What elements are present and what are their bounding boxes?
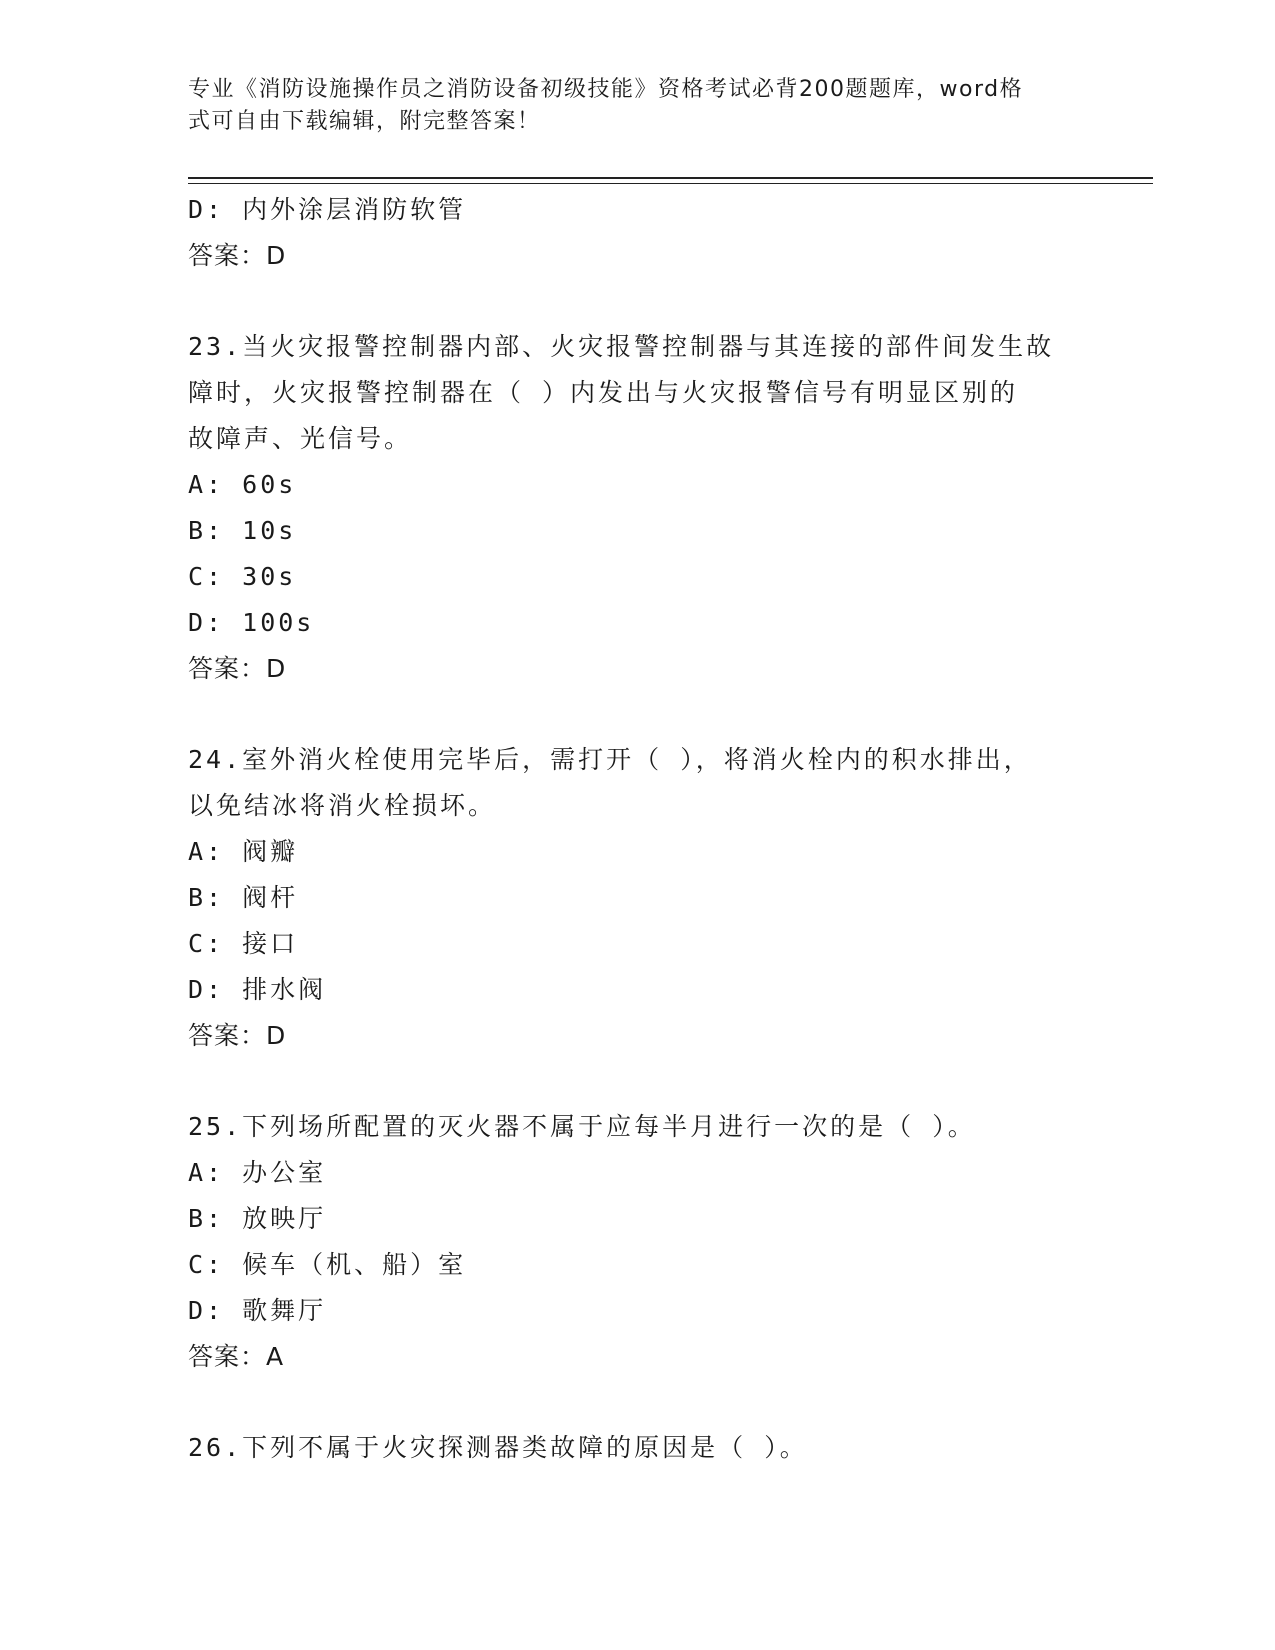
option-d: D: 歌舞厅 [188, 1296, 327, 1325]
option-c: C: 接口 [188, 929, 299, 958]
option-d: D: 内外涂层消防软管 [188, 195, 467, 224]
spacer [188, 1059, 1088, 1104]
spacer [188, 279, 1088, 324]
answer-line: 答案：D [188, 1021, 287, 1050]
document-header [188, 74, 1068, 138]
option-b: B: 放映厅 [188, 1204, 327, 1233]
question-text-line: 23.当火灾报警控制器内部、火灾报警控制器与其连接的部件间发生故 [188, 332, 1055, 361]
question-text-line: 25.下列场所配置的灭火器不属于应每半月进行一次的是（ ）。 [188, 1112, 976, 1141]
question-text-line: 以免结冰将消火栓损坏。 [188, 791, 497, 820]
header-rule-thin [188, 183, 1153, 184]
question-25 [188, 1104, 1088, 1380]
header-rule-thick [188, 177, 1153, 179]
option-d: D: 100s [188, 608, 315, 637]
spacer [188, 692, 1088, 737]
answer-line: 答案：D [188, 654, 287, 683]
option-c: C: 30s [188, 562, 297, 591]
question-text-line: 障时，火灾报警控制器在（ ）内发出与火灾报警信号有明显区别的 [188, 378, 1019, 407]
question-text-line: 故障声、光信号。 [188, 424, 413, 453]
question-text-line: 24.室外消火栓使用完毕后，需打开（ ），将消火栓内的积水排出， [188, 745, 1032, 774]
answer-line: 答案：D [188, 241, 287, 270]
header-line-2: 式可自由下载编辑，附完整答案！ [188, 109, 541, 134]
question-24 [188, 737, 1088, 1059]
question-23 [188, 324, 1088, 692]
option-a: A: 办公室 [188, 1158, 327, 1187]
option-d: D: 排水阀 [188, 975, 327, 1004]
question-content [188, 187, 1088, 1471]
answer-line: 答案：A [188, 1342, 285, 1371]
option-b: B: 10s [188, 516, 297, 545]
spacer [188, 1380, 1088, 1425]
option-a: A: 60s [188, 470, 297, 499]
question-26 [188, 1425, 1088, 1471]
question-text-line: 26.下列不属于火灾探测器类故障的原因是（ ）。 [188, 1433, 808, 1462]
continued-question [188, 187, 1088, 279]
header-line-1: 专业《消防设施操作员之消防设备初级技能》资格考试必背200题题库，word格 [188, 77, 1024, 102]
option-c: C: 候车（机、船）室 [188, 1250, 467, 1279]
option-a: A: 阀瓣 [188, 837, 299, 866]
option-b: B: 阀杆 [188, 883, 299, 912]
